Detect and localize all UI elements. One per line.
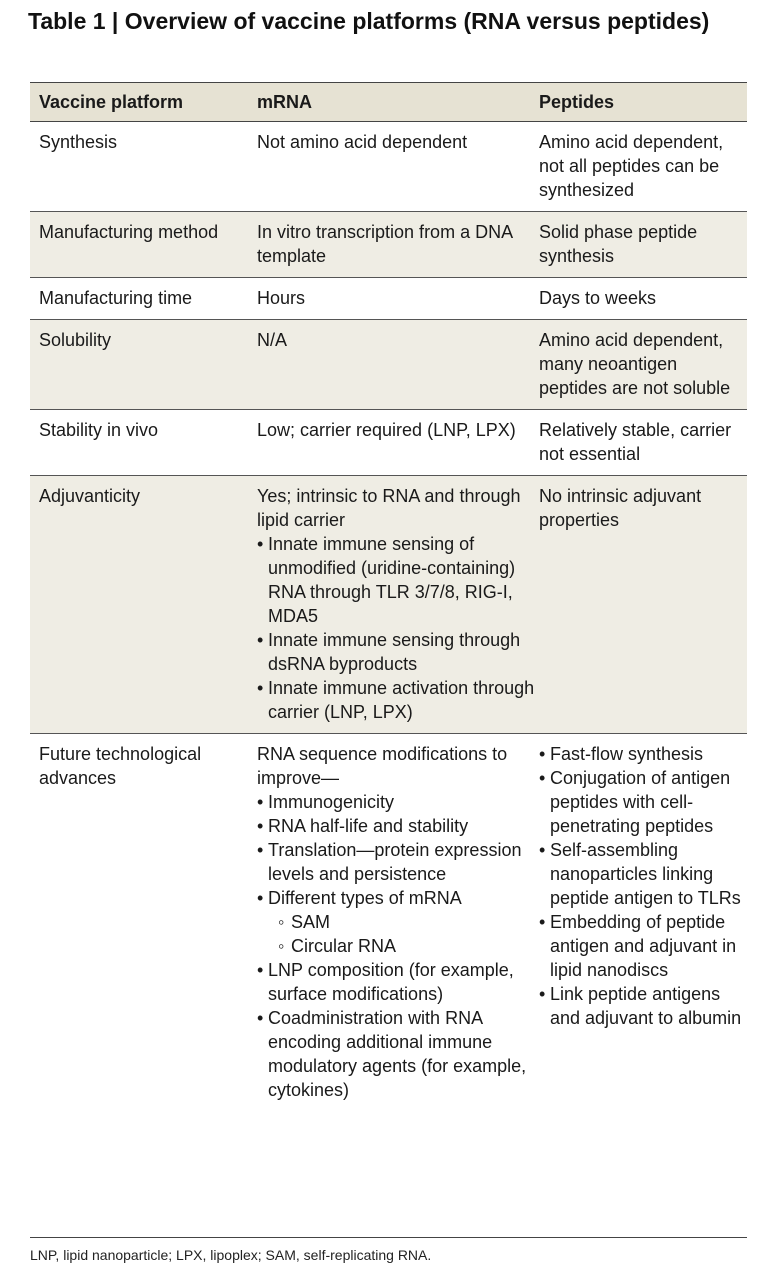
list-item: • LNP composition (for example, surface modifications) bbox=[257, 958, 535, 1006]
header-mrna: mRNA bbox=[257, 92, 313, 112]
list-item: • Innate immune sensing through dsRNA byproducts bbox=[257, 628, 535, 676]
list-item bbox=[257, 886, 535, 958]
peptides-cell bbox=[535, 734, 747, 1112]
list-item: • Self-assembling nanoparticles linking peptide antigen to TLRs bbox=[539, 838, 747, 910]
mrna-cell bbox=[254, 734, 535, 1112]
mrna-cell: Not amino acid dependent bbox=[257, 132, 468, 152]
mrna-cell: In vitro transcription from a DNA template bbox=[257, 222, 513, 266]
mrna-intro: Yes; intrinsic to RNA and through lipid carrier bbox=[257, 486, 521, 530]
peptides-cell: Amino acid dependent, many neoantigen peptides are not soluble bbox=[539, 330, 731, 398]
list-item: • Embedding of peptide antigen and adjuvant in lipid nanodiscs bbox=[539, 910, 747, 982]
table-row-manufacturing-method bbox=[30, 212, 747, 278]
table-header-row bbox=[30, 83, 747, 122]
list-item: • Immunogenicity bbox=[257, 790, 535, 814]
table-row-stability bbox=[30, 410, 747, 476]
header-vaccine-platform: Vaccine platform bbox=[39, 92, 184, 112]
row-label: Stability in vivo bbox=[39, 420, 159, 440]
list-item-text: Different types of mRNA bbox=[268, 888, 462, 908]
list-item: • Translation—protein expression levels and persistence bbox=[257, 838, 535, 886]
row-label: Manufacturing time bbox=[39, 288, 193, 308]
list-item: • Fast-flow synthesis bbox=[539, 742, 747, 766]
mrna-cell: Hours bbox=[257, 288, 306, 308]
row-label: Synthesis bbox=[39, 132, 118, 152]
footnote: LNP, lipid nanoparticle; LPX, lipoplex; SAM, self-replicating RNA. bbox=[30, 1247, 432, 1263]
list-item: • RNA half-life and stability bbox=[257, 814, 535, 838]
peptides-cell: Solid phase peptide synthesis bbox=[539, 222, 698, 266]
row-label: Manufacturing method bbox=[39, 222, 219, 242]
sub-list-item: ◦ Circular RNA bbox=[278, 934, 535, 958]
table-title: Table 1 | Overview of vaccine platforms (RNA versus peptides) bbox=[28, 8, 710, 34]
mrna-sub-list bbox=[268, 910, 535, 958]
peptides-cell: Days to weeks bbox=[539, 288, 657, 308]
peptides-bullet-list bbox=[539, 742, 747, 1030]
peptides-cell: No intrinsic adjuvant properties bbox=[539, 486, 702, 530]
peptides-cell: Relatively stable, carrier not essential bbox=[539, 420, 732, 464]
mrna-intro: RNA sequence modifications to improve— bbox=[257, 744, 508, 788]
mrna-cell: Low; carrier required (LNP, LPX) bbox=[257, 420, 516, 440]
list-item: • Conjugation of antigen peptides with cell-penetrating peptides bbox=[539, 766, 747, 838]
peptides-cell: Amino acid dependent, not all peptides can be synthesized bbox=[539, 132, 724, 200]
sub-list-item: ◦ SAM bbox=[278, 910, 535, 934]
table-row-manufacturing-time bbox=[30, 278, 747, 320]
header-peptides: Peptides bbox=[539, 92, 615, 112]
row-label: Future technological advances bbox=[39, 744, 202, 788]
mrna-cell bbox=[254, 476, 535, 734]
table-row-solubility bbox=[30, 320, 747, 410]
mrna-bullet-list bbox=[257, 790, 535, 1102]
mrna-cell: N/A bbox=[257, 330, 288, 350]
list-item: • Link peptide antigens and adjuvant to albumin bbox=[539, 982, 747, 1030]
list-item: • Innate immune activation through carrier (LNP, LPX) bbox=[257, 676, 535, 724]
row-label: Adjuvanticity bbox=[39, 486, 141, 506]
list-item: • Innate immune sensing of unmodified (uridine-containing) RNA through TLR 3/7/8, RIG-I, MDA5 bbox=[257, 532, 535, 628]
vaccine-platform-table bbox=[30, 82, 747, 1111]
table-row-future bbox=[30, 734, 747, 1112]
list-item: • Coadministration with RNA encoding additional immune modulatory agents (for example, cytokines) bbox=[257, 1006, 535, 1102]
mrna-bullet-list bbox=[257, 532, 535, 724]
table-row-adjuvanticity bbox=[30, 476, 747, 734]
footnote-divider bbox=[30, 1237, 747, 1238]
row-label: Solubility bbox=[39, 330, 112, 350]
table-row-synthesis bbox=[30, 122, 747, 212]
